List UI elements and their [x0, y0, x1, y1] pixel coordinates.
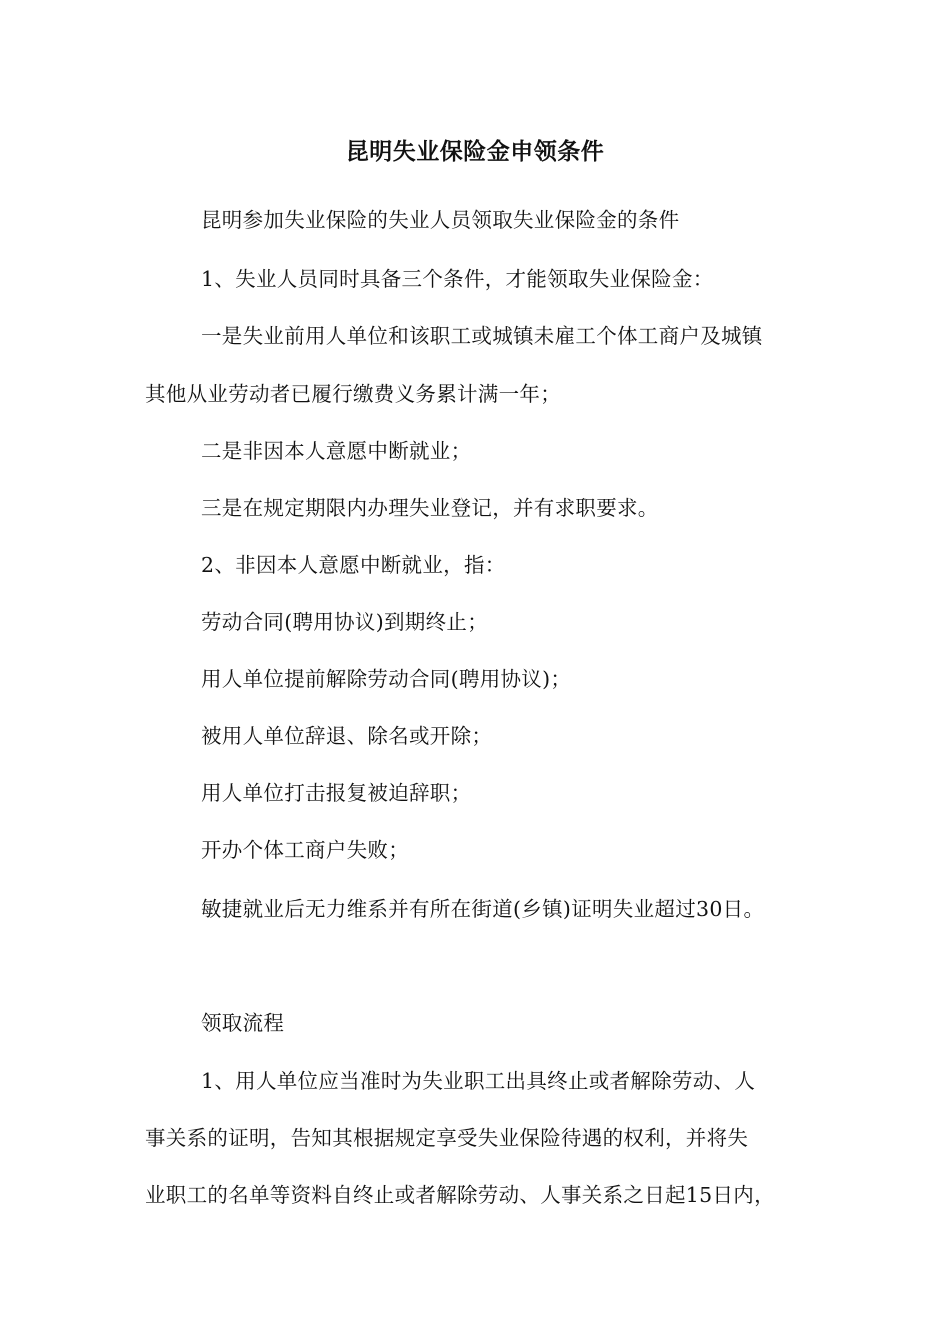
document-title: 昆明失业保险金申领条件: [345, 139, 605, 165]
process-step-1-line-1: 1、用人单位应当准时为失业职工出具终止或者解除劳动、人: [201, 1069, 756, 1093]
condition-one-line-1: 一是失业前用人单位和该职工或城镇未雇工个体工商户及城镇: [201, 324, 763, 348]
involuntary-item-1: 劳动合同(聘用协议)到期终止；: [201, 610, 488, 634]
process-step-1-line-2: 事关系的证明，告知其根据规定享受失业保险待遇的权利，并将失: [145, 1126, 749, 1150]
condition-three: 三是在规定期限内办理失业登记，并有求职要求。: [201, 496, 659, 520]
process-step-1-line-3: 业职工的名单等资料自终止或者解除劳动、人事关系之日起15日内，: [145, 1183, 775, 1207]
involuntary-item-4: 用人单位打击报复被迫辞职；: [201, 781, 472, 805]
involuntary-item-2: 用人单位提前解除劳动合同(聘用协议)；: [201, 667, 572, 691]
involuntary-item-3: 被用人单位辞退、除名或开除；: [201, 724, 493, 748]
involuntary-item-5: 开办个体工商户失败；: [201, 838, 409, 862]
condition-heading: 1、失业人员同时具备三个条件，才能领取失业保险金：: [201, 267, 714, 291]
intro-line: 昆明参加失业保险的失业人员领取失业保险金的条件: [201, 208, 680, 232]
process-heading: 领取流程: [201, 1011, 285, 1035]
involuntary-item-6: 敏捷就业后无力维系并有所在街道(乡镇)证明失业超过30日。: [201, 897, 765, 921]
involuntary-heading: 2、非因本人意愿中断就业，指：: [201, 553, 506, 577]
condition-one-line-2: 其他从业劳动者已履行缴费义务累计满一年；: [145, 382, 561, 406]
condition-two: 二是非因本人意愿中断就业；: [201, 439, 472, 463]
